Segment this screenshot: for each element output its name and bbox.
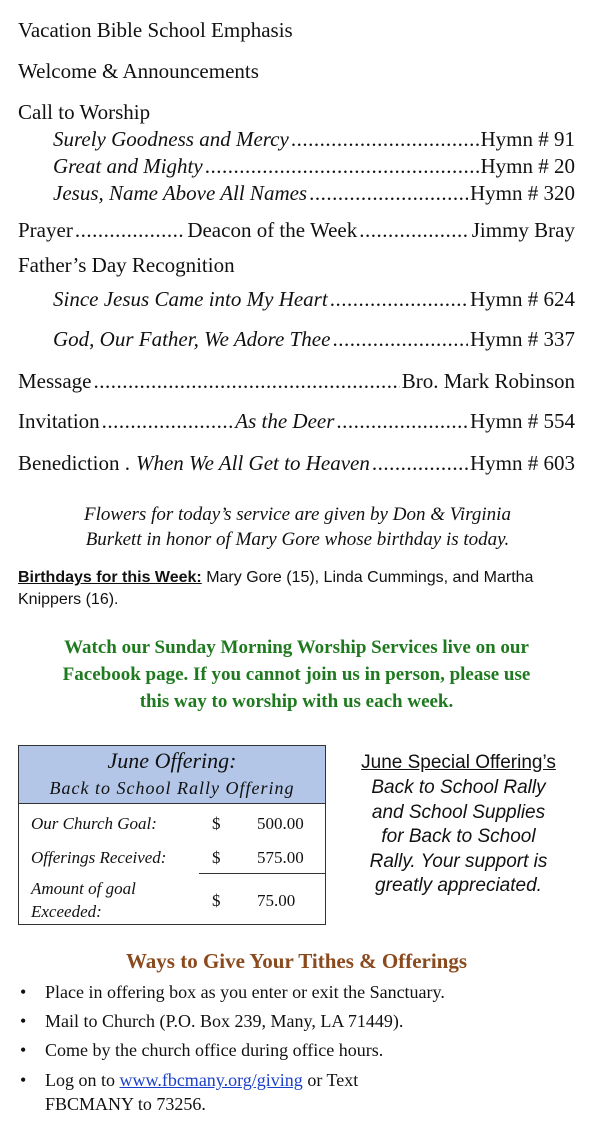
birthdays-section [18, 567, 578, 611]
hymn-title: God, Our Father, We Adore Thee [53, 327, 331, 351]
offering-row-label: Offerings Received: [31, 848, 167, 867]
offering-table [18, 745, 326, 925]
offering-amount: 500.00 [257, 814, 304, 833]
leader-dots [330, 286, 468, 312]
list-item-text: Mail to Church (P.O. Box 239, Many, LA 71449). [45, 1011, 404, 1031]
leader-dots [309, 180, 468, 206]
offering-row-label-line: Amount of goal [31, 879, 136, 898]
offering-subtitle: Back to School Rally Offering [49, 778, 295, 798]
fathers-day-item: Father’s Day Recognition [18, 253, 235, 277]
message-row [18, 368, 575, 394]
offering-amount: 75.00 [257, 891, 296, 910]
hymn-row [53, 180, 575, 206]
benediction-label: Benediction . [18, 451, 130, 475]
table-divider [199, 873, 325, 874]
message-label: Message [18, 369, 92, 393]
list-item-text: Log on to [45, 1070, 120, 1090]
ways-to-give-list [18, 978, 578, 1116]
hymn-row [53, 326, 575, 352]
offering-table-header [19, 746, 325, 804]
hymn-row [53, 126, 575, 152]
hymn-number: Hymn # 554 [470, 409, 576, 433]
ways-to-give-title: Ways to Give Your Tithes & Offerings [125, 949, 468, 973]
benediction-title: When We All Get to Heaven [135, 451, 370, 475]
bullet-icon: • [20, 1011, 27, 1031]
watch-announcement [18, 634, 575, 715]
leader-dots [93, 368, 399, 394]
prayer-row [18, 217, 575, 243]
dollar-sign: $ [212, 814, 221, 833]
hymn-title: Surely Goodness and Mercy [53, 127, 289, 151]
offering-row-label [31, 877, 136, 923]
list-item [18, 1068, 578, 1116]
flowers-note [20, 502, 575, 552]
offering-title: June Offering: [107, 748, 237, 773]
watch-line: this way to worship with us each week. [139, 691, 454, 712]
leader-dots [291, 126, 479, 152]
list-item [18, 1036, 578, 1065]
special-offering-section [346, 750, 571, 899]
bullet-icon: • [20, 982, 27, 1002]
bullet-icon: • [20, 1070, 27, 1090]
giving-link[interactable]: www.fbcmany.org/giving [119, 1070, 303, 1090]
prayer-label: Prayer [18, 218, 73, 242]
special-offering-line: greatly appreciated. [375, 875, 542, 896]
hymn-title: Since Jesus Came into My Heart [53, 287, 328, 311]
hymn-row [53, 153, 575, 179]
leader-dots [336, 408, 468, 434]
invitation-row [18, 408, 575, 434]
watch-line: Facebook page. If you cannot join us in person, please use [62, 664, 531, 685]
special-offering-line: for Back to School [381, 826, 536, 847]
vbs-item: Vacation Bible School Emphasis [18, 18, 293, 42]
hymn-number: Hymn # 624 [470, 287, 575, 311]
list-item-text: or Text [302, 1070, 359, 1090]
watch-line: Watch our Sunday Morning Worship Services live on our [64, 637, 529, 658]
special-offering-line: Rally. Your support is [369, 850, 548, 872]
special-offering-line: Back to School Rally [371, 777, 546, 798]
dollar-sign: $ [212, 891, 221, 910]
special-offering-line: and School Supplies [371, 801, 546, 823]
prayer-middle: Deacon of the Week [187, 218, 358, 242]
leader-dots [102, 408, 234, 434]
hymn-number: Hymn # 337 [470, 327, 575, 351]
list-item-text: Place in offering box as you enter or exit the Sanctuary. [45, 982, 445, 1002]
offering-row-label-line: Exceeded: [31, 902, 102, 921]
hymn-number: Hymn # 603 [470, 451, 575, 475]
prayer-name: Jimmy Bray [471, 218, 575, 242]
hymn-number: Hymn # 91 [480, 127, 575, 151]
hymn-row [53, 286, 575, 312]
hymn-number: Hymn # 320 [470, 181, 575, 205]
leader-dots [372, 450, 468, 476]
flowers-line: Flowers for today’s service are given by Don & Virginia [84, 504, 511, 525]
birthdays-text: Mary Gore (15), Linda Cummings, and Martha Knippers (16). [18, 569, 534, 608]
leader-dots [75, 217, 186, 243]
list-item [18, 1007, 578, 1036]
list-item [18, 978, 578, 1007]
leader-dots [205, 153, 479, 179]
call-to-worship-item: Call to Worship [18, 100, 151, 124]
hymn-title: Jesus, Name Above All Names [53, 181, 308, 205]
welcome-item: Welcome & Announcements [18, 59, 259, 83]
leader-dots [359, 217, 470, 243]
message-speaker: Bro. Mark Robinson [401, 369, 575, 393]
offering-row-label: Our Church Goal: [31, 814, 157, 833]
flowers-line: Burkett in honor of Mary Gore whose birthday is today. [85, 529, 510, 550]
offering-amount: 575.00 [257, 848, 304, 867]
benediction-row [18, 450, 575, 476]
birthdays-label: Birthdays for this Week: [18, 569, 202, 586]
hymn-title: Great and Mighty [53, 154, 203, 178]
list-item-text: FBCMANY to 73256. [45, 1094, 206, 1114]
bullet-icon: • [20, 1040, 27, 1060]
list-item-text: Come by the church office during office hours. [45, 1040, 384, 1060]
dollar-sign: $ [212, 848, 221, 867]
leader-dots [332, 326, 468, 352]
invitation-label: Invitation [18, 409, 100, 433]
hymn-number: Hymn # 20 [480, 154, 575, 178]
special-offering-heading: June Special Offering’s [361, 752, 556, 773]
invitation-title: As the Deer [235, 409, 335, 433]
